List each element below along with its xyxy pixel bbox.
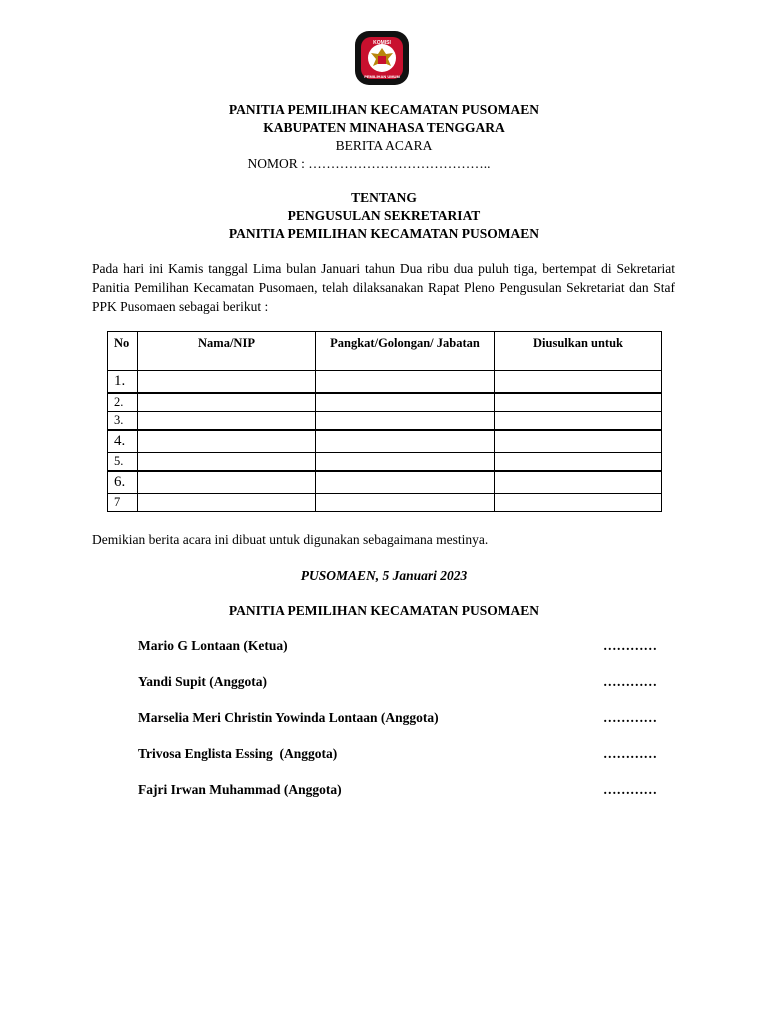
svg-text:PEMILIHAN UMUM: PEMILIHAN UMUM [364,74,400,79]
closing-statement: Demikian berita acara ini dibuat untuk digunakan sebagaimana mestinya. [92,532,489,547]
table-row [108,371,662,394]
row-number: 5. [108,453,138,472]
table-header-proposed: Diusulkan untuk [495,332,662,371]
table-row [108,471,662,494]
row-number: 3. [108,412,138,431]
place-date: PUSOMAEN, 5 Januari 2023 [300,568,468,583]
kpu-logo [352,28,412,88]
table-header-rank: Pangkat/Golongan/ Jabatan [316,332,495,371]
table-header-name: Nama/NIP [138,332,316,371]
signatory-name: Mario G Lontaan (Ketua) [138,638,288,653]
table-row [108,494,662,512]
signature-line: ………… [603,710,657,725]
proposal-table [107,331,662,512]
subject-line-2: PENGUSULAN SEKRETARIAT [287,208,481,223]
row-number: 2. [108,393,138,412]
signatory-name: Trivosa Englista Essing (Anggota) [138,746,338,761]
signatory-name: Marselia Meri Christin Yowinda Lontaan (Anggota) [138,710,439,725]
table-row [108,430,662,453]
table-row [108,453,662,472]
nomor: NOMOR : ………………………………….. [247,156,491,171]
table-row [108,412,662,431]
row-number: 1. [108,371,138,394]
committee-name: PANITIA PEMILIHAN KECAMATAN PUSOMAEN [228,603,540,618]
subject-line-1: TENTANG [351,190,417,205]
signatory-name: Yandi Supit (Anggota) [138,674,268,689]
row-number: 4. [108,430,138,453]
subject-line-3: PANITIA PEMILIHAN KECAMATAN PUSOMAEN [228,226,540,241]
svg-text:KOMISI: KOMISI [373,40,391,46]
signature-line: ………… [603,674,657,689]
header-line-2: KABUPATEN MINAHASA TENGGARA [263,120,505,135]
header-line-1: PANITIA PEMILIHAN KECAMATAN PUSOMAEN [228,102,540,117]
signatory-name: Fajri Irwan Muhammad (Anggota) [138,782,342,797]
row-number: 6. [108,471,138,494]
signature-line: ………… [603,638,657,653]
signature-line: ………… [603,782,657,797]
table-row [108,393,662,412]
header-line-3: BERITA ACARA [335,138,433,153]
table-header-no: No [108,332,138,371]
body-paragraph: Pada hari ini Kamis tanggal Lima bulan Januari tahun Dua ribu dua puluh tiga, bertempat di Sekretariat Panitia Pemilihan Kecamatan Pusomaen, telah dilaksanakan Rapat Pleno Pengusulan Sekretariat dan Staf PPK Pusomaen sebagai berikut : [92,261,675,314]
signature-line: ………… [603,746,657,761]
row-number: 7 [108,494,138,512]
